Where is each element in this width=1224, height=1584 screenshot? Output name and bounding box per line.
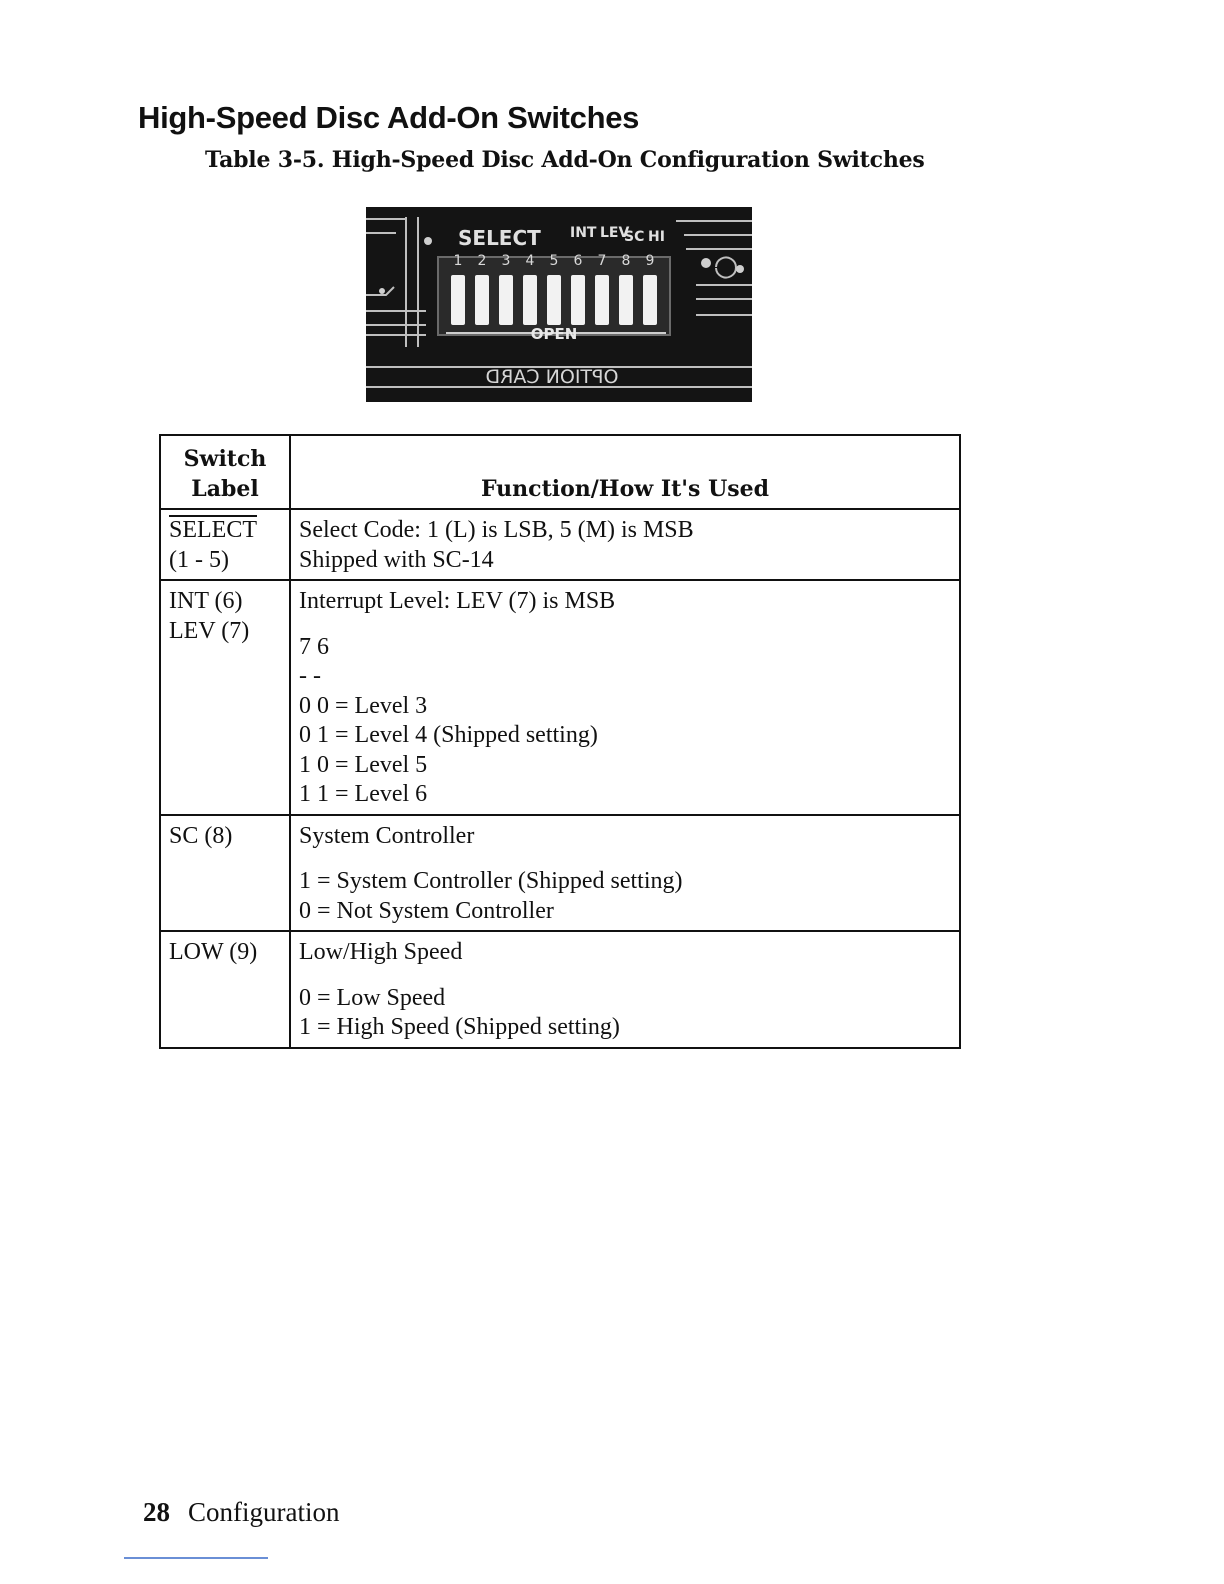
function-line: 0 = Not System Controller (299, 897, 554, 924)
switch-number-9: 9 (645, 253, 655, 269)
dip-switch-7 (595, 275, 609, 325)
photo-open-label: OPEN (530, 325, 578, 343)
switch-number-4: 4 (525, 253, 535, 269)
page-number: 28 (143, 1497, 170, 1527)
header-switch-label (160, 435, 290, 509)
function-line: - - (299, 663, 321, 689)
section-title: High-Speed Disc Add-On Switches (138, 100, 640, 135)
header-function-text: Function/How It's Used (480, 476, 770, 502)
dip-switch-5 (547, 275, 561, 325)
function-cell (290, 815, 960, 932)
function-line: 0 0 = Level 3 (299, 692, 428, 719)
dip-switch-6 (571, 275, 585, 325)
dip-switch-2 (475, 275, 489, 325)
switch-number-7: 7 (597, 253, 607, 269)
switch-label-line: LOW (9) (169, 939, 258, 965)
function-cell (290, 509, 960, 580)
switch-number-3: 3 (501, 253, 511, 269)
configuration-switches-table (159, 434, 961, 1049)
switch-number-2: 2 (477, 253, 487, 269)
switch-label-cell (160, 509, 290, 580)
photo-lev-label: LEV (600, 225, 630, 241)
function-line: 7 6 (299, 633, 329, 660)
footer-rule (124, 1557, 268, 1559)
switch-number-8: 8 (621, 253, 631, 269)
photo-hi-label: HI (648, 229, 665, 245)
switch-label-line: LEV (7) (169, 617, 250, 644)
header-switch-label-line1: Switch (183, 446, 267, 472)
dip-switch-photo (366, 207, 752, 402)
photo-int-label: INT (570, 225, 597, 241)
function-line: 1 = System Controller (Shipped setting) (299, 868, 683, 894)
switch-label-line: INT (6) (169, 588, 243, 614)
switch-label-line: SC (8) (169, 822, 233, 849)
switch-number-1: 1 (453, 253, 463, 269)
function-title: Low/High Speed (299, 939, 463, 965)
dip-switch-3 (499, 275, 513, 325)
function-line: Select Code: 1 (L) is LSB, 5 (M) is MSB (299, 517, 694, 543)
table-caption: Table 3-5. High-Speed Disc Add-On Configuration Switches (205, 147, 925, 173)
photo-select-label: SELECT (458, 226, 541, 250)
table-row-speed (160, 931, 960, 1048)
header-function (290, 435, 960, 509)
switch-label-cell (160, 931, 290, 1048)
table-header-row (160, 435, 960, 509)
switch-label-cell (160, 815, 290, 932)
switch-label-line: SELECT (169, 517, 257, 543)
switch-number-6: 6 (573, 253, 583, 269)
function-line: 1 1 = Level 6 (299, 781, 428, 807)
function-line: 0 1 = Level 4 (Shipped setting) (299, 722, 598, 748)
dip-switch-1 (451, 275, 465, 325)
dip-switch-8 (619, 275, 633, 325)
switch-label-line: (1 - 5) (169, 546, 229, 573)
page-footer (143, 1497, 339, 1528)
footer-section: Configuration (188, 1497, 340, 1527)
switch-label-cell (160, 580, 290, 815)
function-title: Interrupt Level: LEV (7) is MSB (299, 588, 616, 614)
table-row-system-controller (160, 815, 960, 932)
function-line: 1 0 = Level 5 (299, 751, 428, 778)
switch-number-5: 5 (549, 253, 559, 269)
dip-switch-4 (523, 275, 537, 325)
photo-sc-label: SC (624, 229, 645, 245)
function-cell (290, 931, 960, 1048)
function-line: 0 = Low Speed (299, 984, 446, 1011)
dip-switch-9 (643, 275, 657, 325)
table-row-select (160, 509, 960, 580)
table-row-interrupt-level (160, 580, 960, 815)
function-line: 1 = High Speed (Shipped setting) (299, 1014, 620, 1040)
photo-card-label: OPTION CARD (485, 366, 619, 388)
function-cell (290, 580, 960, 815)
function-line: Shipped with SC-14 (299, 546, 494, 573)
header-switch-label-line2: Label (191, 476, 259, 502)
function-title: System Controller (299, 822, 475, 849)
